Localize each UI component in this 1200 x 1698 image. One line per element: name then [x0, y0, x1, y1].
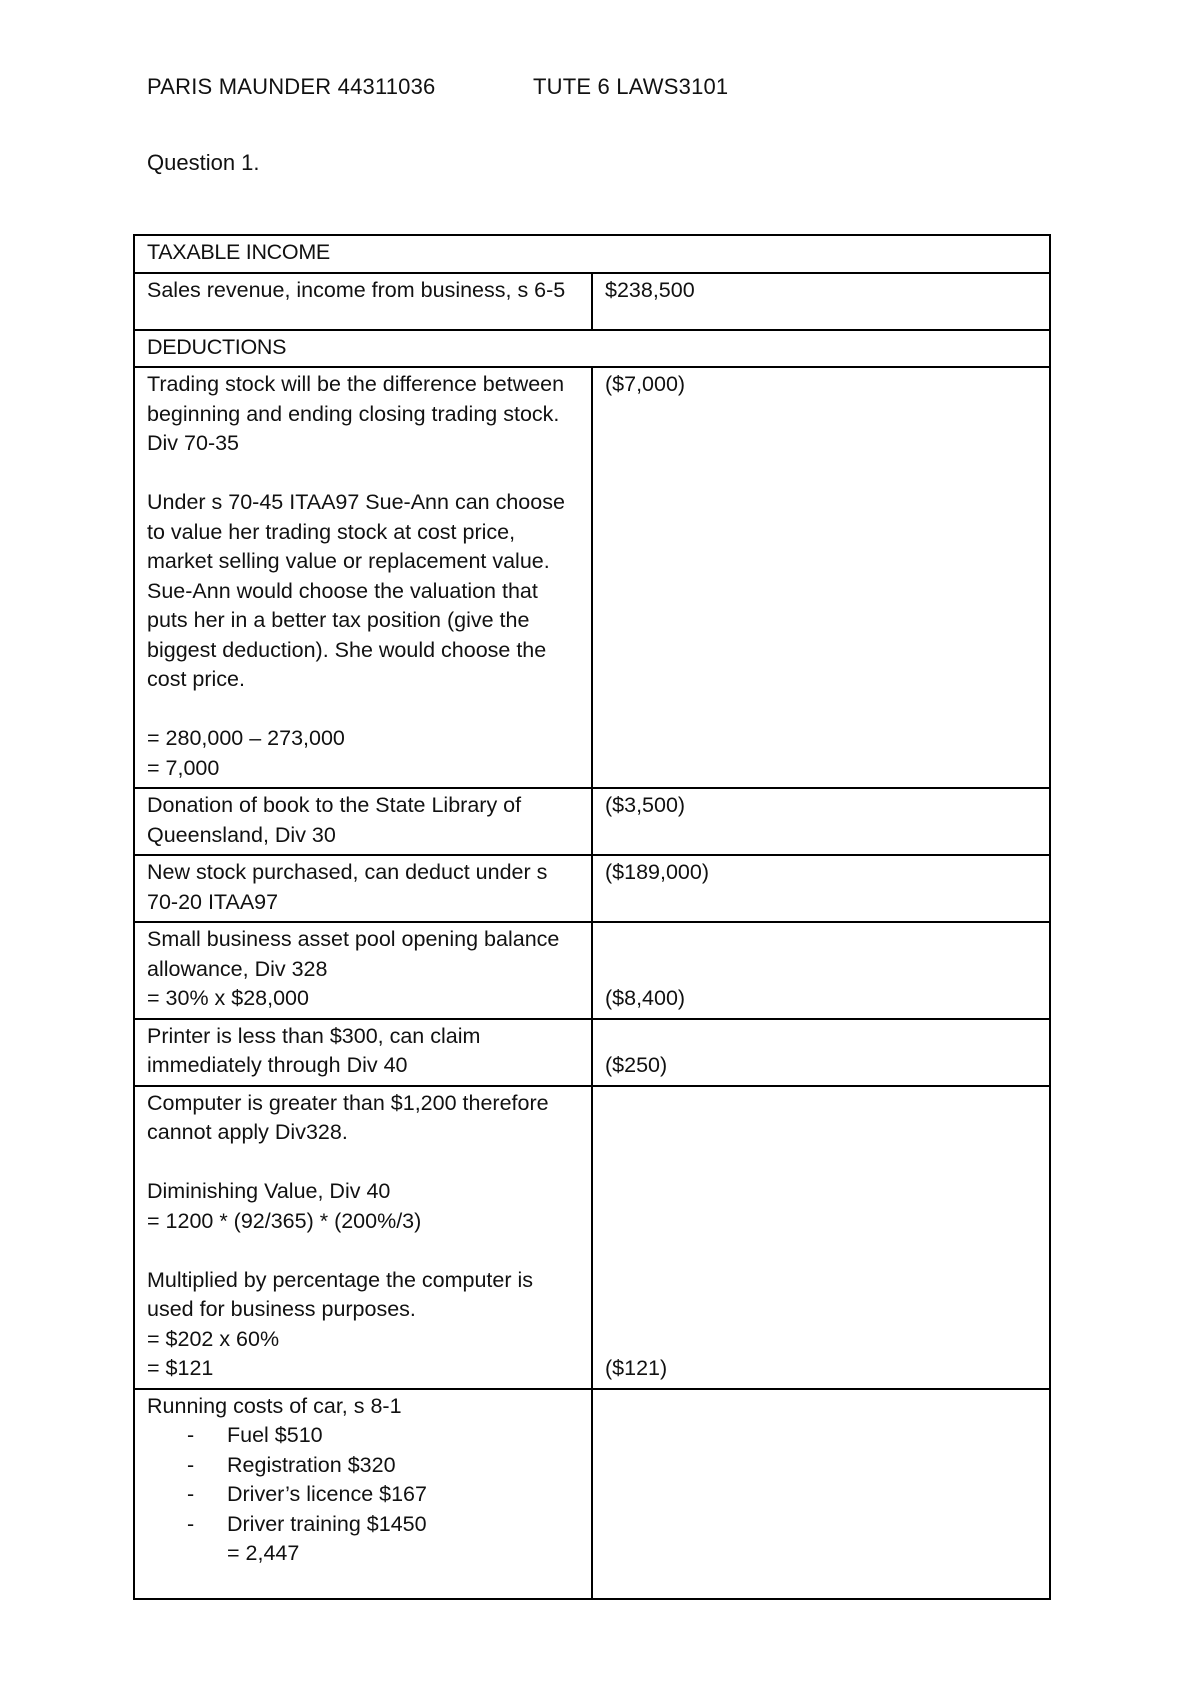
table-row-sales-revenue — [134, 273, 1050, 330]
taxable-income-table — [133, 234, 1051, 1600]
deduction-amount-printer: ($250) — [592, 1019, 1050, 1086]
taxable-income-heading: TAXABLE INCOME — [134, 235, 1050, 273]
list-item — [147, 1451, 581, 1481]
question-heading: Question 1. — [147, 150, 260, 175]
list-item — [147, 1510, 581, 1540]
deduction-desc-new-stock: New stock purchased, can deduct under s 70-20 ITAA97 — [134, 855, 592, 922]
table-row-car-costs — [134, 1389, 1050, 1599]
list-dash: - — [187, 1452, 195, 1477]
deduction-desc-trading-stock: Trading stock will be the difference between beginning and ending closing trading stock. Div 70-35 Under s 70-45 ITAA97 Sue-Ann can choose to value her trading stock at cost price, market selling value or replacement value. Sue-Ann would choose the valuation that puts her in a better tax position (give the biggest deduction). She would choose the cost price. = 280,000 – 273,000 = 7,000 — [134, 367, 592, 788]
table-row-printer — [134, 1019, 1050, 1086]
deduction-desc-printer: Printer is less than $300, can claim immediately through Div 40 — [134, 1019, 592, 1086]
list-item — [147, 1421, 581, 1451]
income-amount: $238,500 — [592, 273, 1050, 330]
table-row-deductions-heading — [134, 330, 1050, 368]
car-cost-licence: Driver’s licence $167 — [227, 1482, 427, 1506]
car-costs-total: = 2,447 — [227, 1541, 300, 1565]
deduction-amount-donation: ($3,500) — [592, 788, 1050, 855]
deductions-heading: DEDUCTIONS — [134, 330, 1050, 368]
car-cost-fuel: Fuel $510 — [227, 1423, 323, 1447]
course-code: TUTE 6 LAWS3101 — [533, 74, 729, 99]
table-row-taxable-income-heading — [134, 235, 1050, 273]
car-cost-training: Driver training $1450 — [227, 1511, 427, 1536]
car-costs-list — [147, 1421, 581, 1539]
list-dash: - — [187, 1511, 195, 1536]
deduction-desc-donation: Donation of book to the State Library of Queensland, Div 30 — [134, 788, 592, 855]
list-item — [147, 1480, 581, 1510]
list-dash: - — [187, 1423, 195, 1447]
table-row-new-stock — [134, 855, 1050, 922]
deduction-amount-computer: ($121) — [592, 1086, 1050, 1389]
deduction-amount-trading-stock: ($7,000) — [592, 367, 1050, 788]
table-row-donation — [134, 788, 1050, 855]
deduction-desc-asset-pool: Small business asset pool opening balance allowance, Div 328 = 30% x $28,000 — [134, 922, 592, 1019]
car-costs-title: Running costs of car, s 8-1 — [147, 1393, 402, 1418]
table-row-computer — [134, 1086, 1050, 1389]
car-cost-registration: Registration $320 — [227, 1452, 396, 1477]
list-dash: - — [187, 1482, 195, 1506]
author-name-id: PARIS MAUNDER 44311036 — [147, 74, 436, 99]
deduction-amount-asset-pool: ($8,400) — [592, 922, 1050, 1019]
table-row-asset-pool — [134, 922, 1050, 1019]
deduction-amount-car-costs — [592, 1389, 1050, 1599]
deduction-desc-computer: Computer is greater than $1,200 therefore cannot apply Div328. Diminishing Value, Div 40 = 1200 * (92/365) * (200%/3) Multiplied by percentage the computer is used for business purposes. = $202 x 60% = $121 — [134, 1086, 592, 1389]
deduction-amount-new-stock: ($189,000) — [592, 855, 1050, 922]
table-row-trading-stock — [134, 367, 1050, 788]
income-desc: Sales revenue, income from business, s 6-5 — [134, 273, 592, 330]
deduction-desc-car-costs — [134, 1389, 592, 1599]
